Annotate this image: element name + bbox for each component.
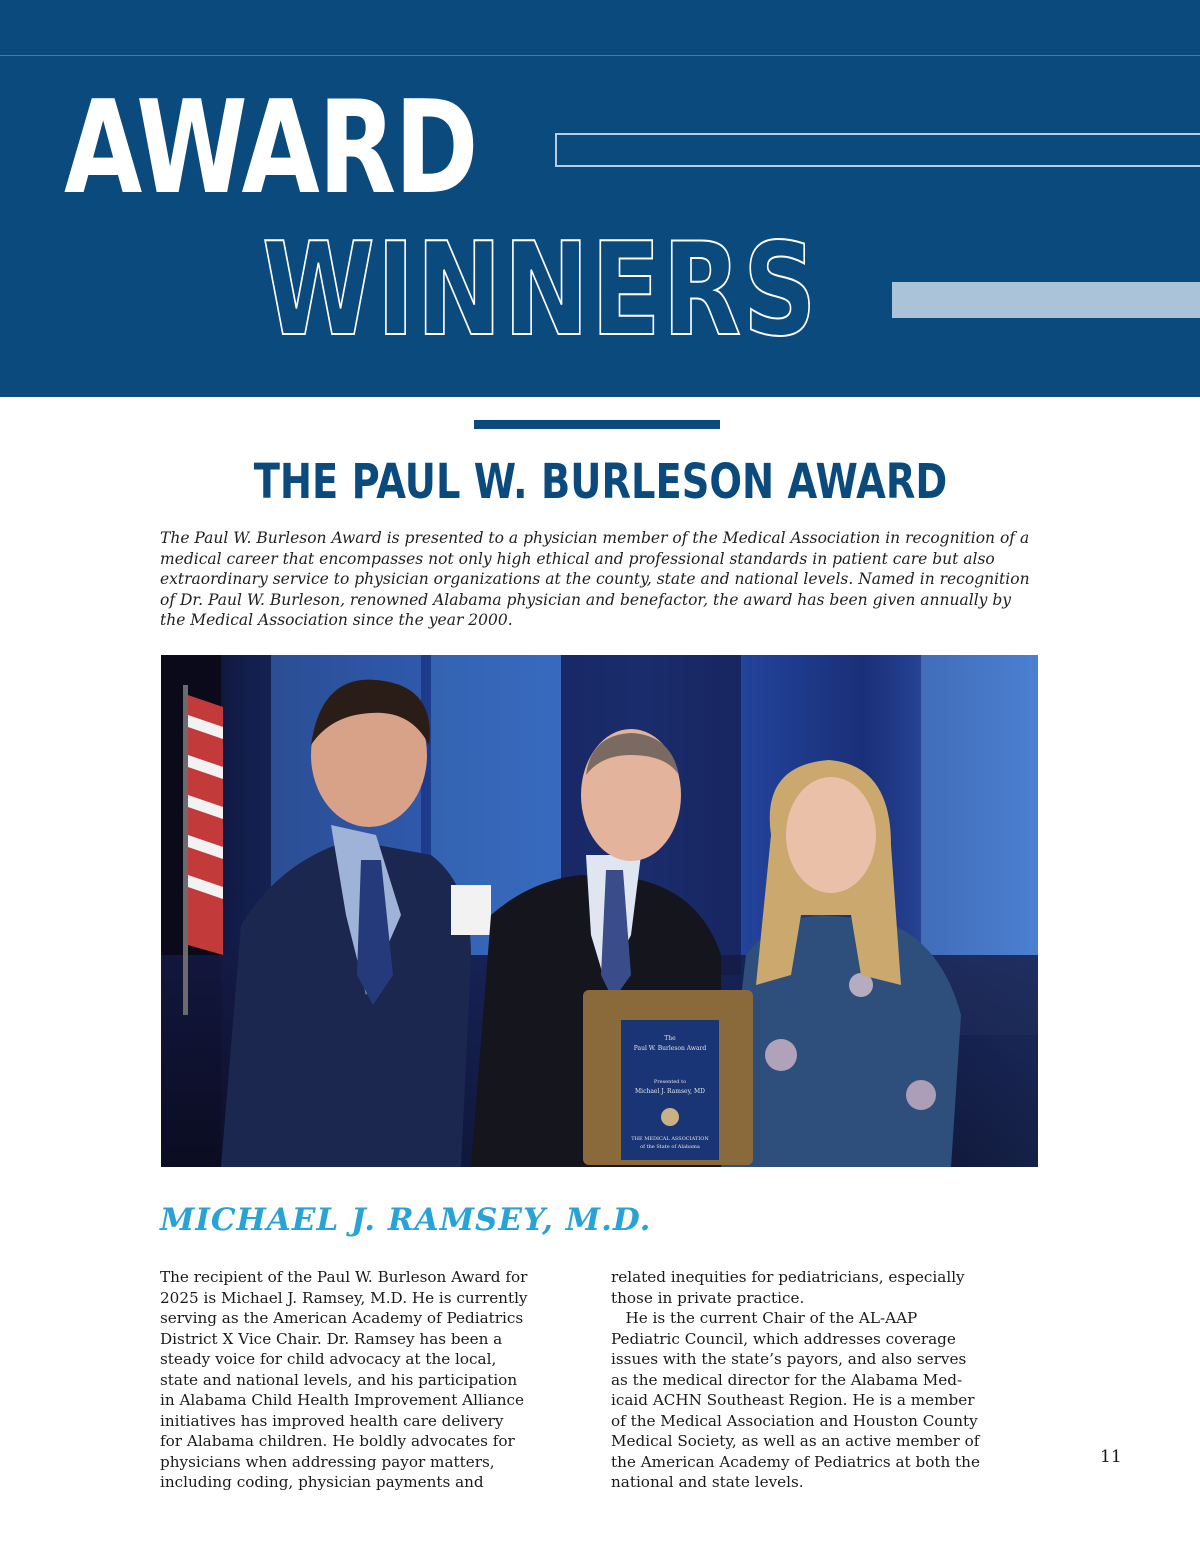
article-line: Medical Society, as well as an active member of (611, 1432, 980, 1450)
article-line: steady voice for child advocacy at the local, (160, 1350, 497, 1368)
article-line: state and national levels, and his participation (160, 1370, 518, 1389)
article-line: related inequities for pediatricians, especially (611, 1268, 965, 1286)
recipient-name: MICHAEL J. RAMSEY, M.D. (160, 1202, 652, 1238)
page-number: 11 (1100, 1447, 1122, 1467)
plaque-line-5: THE MEDICAL ASSOCIATION (631, 1136, 709, 1142)
article-line: of the Medical Association and Houston County (611, 1411, 978, 1430)
plaque-line-6: of the State of Alabama (640, 1144, 700, 1150)
article-line: the American Academy of Pediatrics at both the (611, 1452, 980, 1471)
plaque-line-2: Paul W. Burleson Award (633, 1045, 707, 1052)
article-line: as the medical director for the Alabama Med- (611, 1370, 963, 1389)
article-line: issues with the state’s payors, and also serves (611, 1350, 967, 1368)
article-line: icaid ACHN Southeast Region. He is a member (611, 1391, 975, 1409)
article-line: those in private practice. (611, 1288, 805, 1307)
plaque-line-4: Michael J. Ramsey, MD (635, 1088, 705, 1095)
article-line: He is the current Chair of the AL-AAP (611, 1309, 918, 1327)
header-banner (0, 56, 1200, 397)
article-column-left (160, 1267, 590, 1493)
article-line: national and state levels. (611, 1473, 804, 1491)
header-title-award: AWARD (64, 74, 477, 223)
article-line: for Alabama children. He boldly advocates for (160, 1432, 515, 1450)
award-title-text: THE PAUL W. BURLESON AWARD (253, 454, 947, 510)
article-line: Pediatric Council, which addresses coverage (611, 1329, 956, 1348)
award-description: The Paul W. Burleson Award is presented to a physician member of the Medical Association in recognition of a medical career that encompasses not only high ethical and professional standards in patient care but also extraordinary service to physician organizations at the county, state and national levels. Named in recognition of Dr. Paul W. Burleson, renowned Alabama physician and benefactor, the award has been given annually by the Medical Association since the year 2000. (160, 529, 1030, 629)
article-line: 2025 is Michael J. Ramsey, M.D. He is currently (160, 1288, 528, 1307)
article-line: District X Vice Chair. Dr. Ramsey has been a (160, 1329, 503, 1348)
decorative-solid-bar (892, 282, 1200, 318)
plaque-line-1: The (664, 1035, 676, 1042)
top-strip (0, 0, 1200, 56)
article-line: physicians when addressing payor matters, (160, 1452, 495, 1471)
article-line: in Alabama Child Health Improvement Alliance (160, 1391, 524, 1409)
award-plaque (583, 990, 753, 1165)
section-divider (474, 420, 720, 429)
award-photo (161, 655, 1038, 1167)
plaque-line-3: Presented to (653, 1079, 687, 1085)
article-line: serving as the American Academy of Pediatrics (160, 1309, 524, 1327)
award-title (0, 447, 1200, 517)
article-line: The recipient of the Paul W. Burleson Award for (160, 1268, 528, 1286)
article-line: including coding, physician payments and (160, 1473, 484, 1491)
decorative-outline-bar (555, 133, 1200, 167)
header-title-winners: WINNERS (262, 216, 819, 365)
article-line: initiatives has improved health care delivery (160, 1411, 504, 1430)
article-column-right (611, 1267, 1041, 1493)
